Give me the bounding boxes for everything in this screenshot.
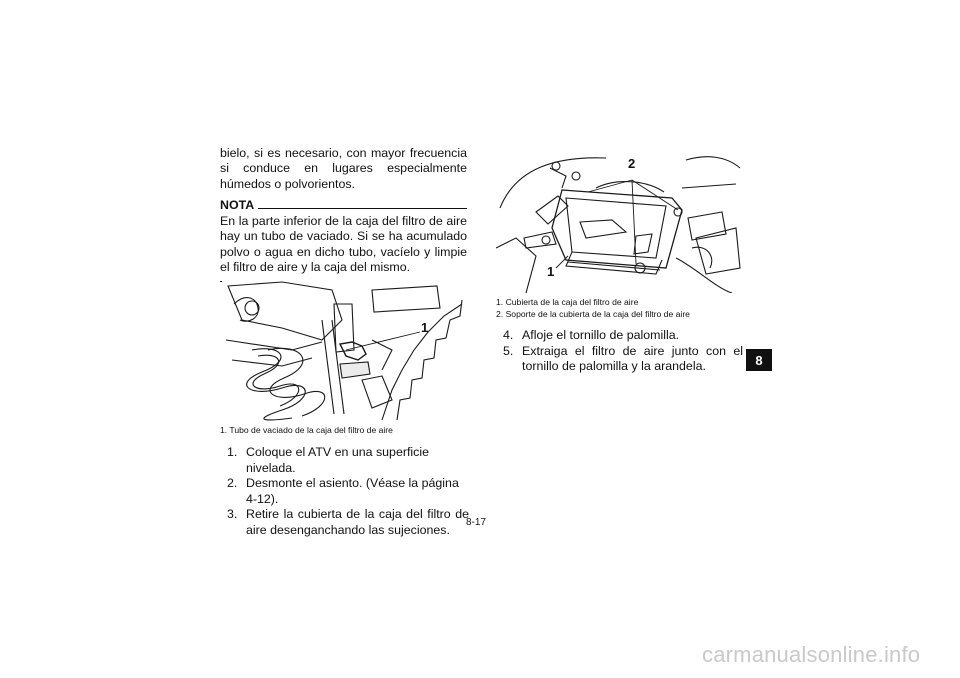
intro-paragraph: bielo, si es necesario, con mayor frecuencia si conduce en lugares especialmente húmedos o polvorientos. <box>220 146 467 191</box>
step-5-num: 5. <box>503 343 514 358</box>
drain-tube-illustration <box>222 280 467 422</box>
step-2 <box>227 476 469 507</box>
step-4-num: 4. <box>503 328 514 342</box>
left-caption-1-num: 1. <box>220 425 228 435</box>
right-caption-1-num: 1. <box>496 297 504 307</box>
right-caption-2-text: Soporte de la cubierta de la caja del filtro de aire <box>505 309 690 319</box>
air-filter-cover-illustration <box>496 148 742 293</box>
step-5-text: Extraiga el filtro de aire junto con el tornillo de palomilla y la arandela. <box>522 343 743 374</box>
step-5 <box>503 344 743 375</box>
step-2-num: 2. <box>227 476 238 491</box>
right-figure-captions <box>496 297 756 320</box>
right-caption-1-text: Cubierta de la caja del filtro de aire <box>505 297 639 307</box>
cover-bracket-callout: 2 <box>628 156 636 171</box>
step-3-num: 3. <box>227 507 238 522</box>
nota-text: En la parte inferior de la caja del filtro de aire hay un tubo de vaciado. Si se ha acumulado polvo o agua en dicho tubo, vacíelo y limpie el filtro de aire y la caja del mismo. <box>220 214 467 275</box>
step-3 <box>227 507 469 538</box>
page-number: 8-17 <box>466 517 487 528</box>
nota-heading-rule <box>258 207 467 209</box>
step-4-text: Afloje el tornillo de palomilla. <box>522 328 680 342</box>
step-4 <box>503 328 743 344</box>
watermark-text: carmanualsonline.info <box>702 642 921 667</box>
right-caption-2-num: 2. <box>496 309 504 319</box>
cover-callout: 1 <box>547 264 555 279</box>
drain-tube-callout: 1 <box>421 320 429 335</box>
left-steps-list <box>227 445 469 539</box>
nota-heading <box>220 198 467 212</box>
step-2-text: Desmonte el asiento. (Véase la página 4-12). <box>246 476 459 506</box>
left-caption-1-text: Tubo de vaciado de la caja del filtro de aire <box>229 425 393 435</box>
step-3-text: Retire la cubierta de la caja del filtro de aire desenganchando las sujeciones. <box>246 507 469 537</box>
left-caption-1 <box>220 425 470 436</box>
right-steps-list <box>503 328 743 375</box>
chapter-tab: 8 <box>746 349 772 371</box>
left-figure-captions <box>220 425 470 436</box>
nota-heading-text: NOTA <box>220 198 255 212</box>
step-1 <box>227 445 469 476</box>
nota-box <box>220 198 467 282</box>
right-caption-2 <box>496 309 756 320</box>
step-1-num: 1. <box>227 445 238 459</box>
right-caption-1 <box>496 297 756 308</box>
step-1-text: Coloque el ATV en una superficie nivelada. <box>246 445 429 475</box>
